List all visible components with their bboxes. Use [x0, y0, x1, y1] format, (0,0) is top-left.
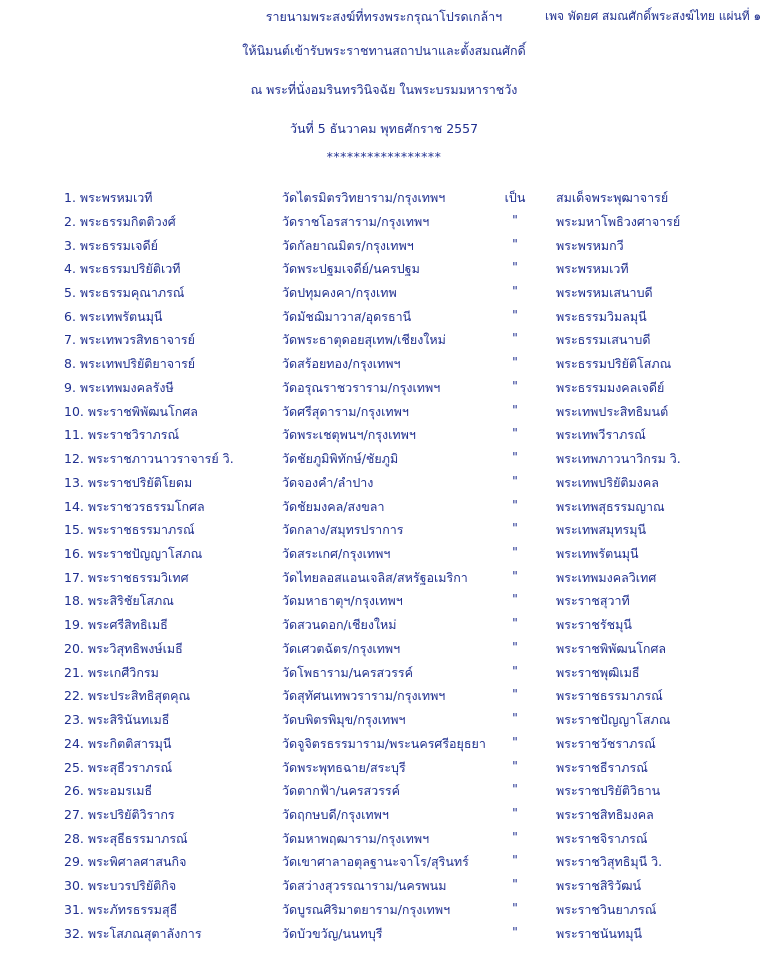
monk-name: 24. พระกิตติสารมุนี — [64, 735, 172, 751]
date-line: วันที่ 5 ธันวาคม พุทธศักราช 2557 — [289, 121, 479, 136]
new-title: พระราชธรรมาภรณ์ — [556, 688, 663, 704]
conversion-mark: " — [512, 923, 518, 939]
monk-name: 26. พระอมรเมธี — [64, 783, 153, 799]
conversion-mark: " — [512, 449, 518, 464]
list-item — [0, 544, 768, 566]
conversion-mark: " — [512, 425, 518, 441]
temple-name: วัดพระพุทธฉาย/สระบุรี — [282, 759, 406, 775]
monk-name: 5. พระธรรมคุณาภรณ์ — [64, 284, 185, 300]
monk-name: 27. พระปริยัติวิรากร — [64, 807, 175, 822]
new-title: พระราชพิพัฒนโกศล — [556, 640, 667, 656]
list-item — [0, 686, 768, 708]
list-item — [0, 734, 768, 756]
temple-name: วัดพระธาตุดอยสุเทพ/เชียงใหม่ — [282, 332, 446, 348]
monk-name: 10. พระราชพิพัฒนโกศล — [64, 403, 198, 419]
new-title: พระธรรมวิมลมุนี — [556, 308, 647, 324]
page-label: เพจ พัดยศ สมณศักดิ์พระสงฆ์ไทย แผ่นที่ ๑ — [545, 9, 762, 23]
conversion-mark: เป็น — [504, 190, 526, 205]
list-item — [0, 283, 768, 305]
conversion-mark: " — [512, 401, 518, 417]
conversion-mark: " — [512, 496, 518, 512]
list-item — [0, 710, 768, 732]
monk-name: 15. พระราชธรรมาภรณ์ — [64, 522, 195, 538]
temple-name: วัดชัยภูมิพิทักษ์/ชัยภูมิ — [282, 451, 399, 466]
conversion-mark: " — [512, 710, 518, 726]
list-item — [0, 259, 768, 281]
list-item — [0, 852, 768, 874]
monk-name: 31. พระภัทรธรรมสุธี — [64, 901, 178, 917]
temple-name: วัดพระเชตุพนฯ/กรุงเทพฯ — [282, 427, 416, 443]
temple-name: วัดมหาพฤฒาราม/กรุงเทพฯ — [282, 830, 430, 846]
conversion-mark: " — [512, 472, 518, 488]
conversion-mark: " — [512, 876, 518, 892]
monk-name: 2. พระธรรมกิตติวงศ์ — [64, 213, 176, 229]
new-title: พระเทพสมุทรมุนี — [556, 522, 647, 538]
new-title: พระราชสุวาที — [556, 593, 630, 609]
conversion-mark: " — [512, 544, 518, 559]
monk-name: 7. พระเทพวรสิทธาจารย์ — [64, 332, 195, 348]
list-item — [0, 805, 768, 827]
monk-name: 29. พระพิศาลศาสนกิจ — [64, 854, 187, 870]
new-title: พระราชรัชมุนี — [556, 617, 632, 633]
new-title: พระเทพปริยัติมงคล — [556, 474, 659, 490]
temple-name: วัดบูรณศิริมาตยาราม/กรุงเทพฯ — [282, 901, 451, 917]
monk-name: 30. พระบวรปริยัติกิจ — [64, 878, 177, 894]
temple-name: วัดจองคำ/ลำปาง — [282, 474, 374, 490]
list-item — [0, 758, 768, 780]
conversion-mark: " — [512, 852, 518, 868]
temple-name: วัดสวนดอก/เชียงใหม่ — [282, 617, 397, 633]
conversion-mark: " — [512, 828, 518, 844]
new-title: พระพรหมกวี — [556, 237, 624, 253]
temple-name: วัดโพธาราม/นครสวรรค์ — [282, 664, 413, 680]
conversion-mark: " — [512, 259, 518, 275]
list-item — [0, 829, 768, 851]
list-item — [0, 425, 768, 447]
new-title: พระพรหมเสนาบดี — [556, 284, 653, 300]
new-title: พระราชวัชราภรณ์ — [556, 735, 656, 751]
conversion-mark: " — [512, 662, 518, 678]
list-item — [0, 639, 768, 661]
new-title: พระเทพสุธรรมญาณ — [556, 498, 665, 514]
monk-name: 6. พระเทพรัตนมุนี — [64, 308, 163, 324]
monk-name: 14. พระราชวรธรรมโกศล — [64, 498, 205, 514]
conversion-mark: " — [512, 686, 518, 702]
list-item — [0, 615, 768, 637]
conversion-mark: " — [512, 330, 518, 346]
list-item — [0, 212, 768, 234]
conversion-mark: " — [512, 899, 518, 915]
new-title: พระราชปัญญาโสภณ — [556, 712, 671, 728]
new-title: พระราชสิทธิมงคล — [556, 807, 654, 822]
monk-name: 19. พระศรีสิทธิเมธี — [64, 617, 168, 633]
new-title: พระราชปริยัติวิธาน — [556, 783, 661, 799]
new-title: พระราชสิริวัฒน์ — [556, 878, 642, 894]
title-line-1: รายนามพระสงฆ์ที่ทรงพระกรุณาโปรดเกล้าฯ — [265, 9, 503, 24]
new-title: พระราชพุฒิเมธี — [556, 664, 640, 680]
new-title: พระพรหมเวที — [556, 261, 629, 277]
new-title: พระราชนันทมุนี — [556, 925, 642, 941]
conversion-mark: " — [512, 520, 518, 536]
new-title: พระเทพมงคลวิเทศ — [556, 569, 657, 585]
conversion-mark: " — [512, 235, 518, 251]
temple-name: วัดมัชฌิมาวาส/อุดรธานี — [282, 308, 412, 324]
temple-name: วัดสร้อยทอง/กรุงเทพฯ — [282, 356, 401, 372]
new-title: พระเทพวีราภรณ์ — [556, 427, 646, 443]
monk-name: 23. พระสิรินันทเมธี — [64, 712, 170, 728]
monk-name: 28. พระสุธีธรรมาภรณ์ — [64, 830, 188, 846]
new-title: สมเด็จพระพุฒาจารย์ — [556, 190, 669, 205]
monk-name: 4. พระธรรมปริยัติเวที — [64, 261, 181, 277]
new-title: พระราชจิราภรณ์ — [556, 830, 648, 846]
title-line-3: ณ พระที่นั่งอมรินทรวินิจฉัย ในพระบรมมหาราชวัง — [250, 82, 518, 97]
monk-name: 16. พระราชปัญญาโสภณ — [64, 546, 203, 561]
new-title: พระธรรมมงคลเจดีย์ — [556, 379, 665, 395]
monk-name: 17. พระราชธรรมวิเทศ — [64, 569, 189, 585]
list-item — [0, 402, 768, 424]
temple-name: วัดกัลยาณมิตร/กรุงเทพฯ — [282, 237, 414, 253]
list-item — [0, 497, 768, 519]
temple-name: วัดบพิตรพิมุข/กรุงเทพฯ — [282, 712, 406, 728]
conversion-mark: " — [512, 757, 518, 773]
temple-name: วัดเขาศาลาอตุลฐานะจาโร/สุรินทร์ — [282, 854, 469, 870]
monk-name: 1. พระพรหมเวที — [64, 190, 153, 205]
separator-line: ***************** — [326, 149, 442, 164]
monk-name: 12. พระราชภาวนาวราจารย์ วิ. — [64, 451, 234, 466]
conversion-mark: " — [512, 211, 518, 227]
monk-name: 9. พระเทพมงคลรังษี — [64, 379, 174, 395]
new-title: พระเทพประสิทธิมนต์ — [556, 403, 669, 419]
conversion-mark: " — [512, 282, 518, 298]
temple-name: วัดพระปฐมเจดีย์/นครปฐม — [282, 261, 420, 277]
conversion-mark: " — [512, 377, 518, 393]
monk-name: 8. พระเทพปริยัติยาจารย์ — [64, 356, 196, 372]
list-item — [0, 188, 768, 210]
list-item — [0, 520, 768, 542]
temple-name: วัดบัวขวัญ/นนทบุรี — [282, 925, 383, 941]
list-item — [0, 473, 768, 495]
monk-name: 18. พระสิริชัยโสภณ — [64, 593, 174, 609]
temple-name: วัดกลาง/สมุทรปราการ — [282, 522, 404, 538]
temple-name: วัดสระเกศ/กรุงเทพฯ — [282, 546, 391, 561]
title-line-2: ให้นิมนต์เข้ารับพระราชทานสถาปนาและตั้งสมณศักดิ์ — [242, 43, 526, 58]
temple-name: วัดจูจิตรธรรมาราม/พระนครศรีอยุธยา — [282, 735, 486, 751]
conversion-mark: " — [512, 615, 518, 631]
monk-name: 3. พระธรรมเจดีย์ — [64, 237, 158, 253]
conversion-mark: " — [512, 354, 518, 370]
new-title: พระมหาโพธิวงศาจารย์ — [556, 213, 681, 229]
conversion-mark: " — [512, 306, 518, 322]
list-item — [0, 900, 768, 922]
list-item — [0, 449, 768, 471]
list-item — [0, 876, 768, 898]
temple-name: วัดสว่างสุวรรณาราม/นครพนม — [282, 878, 447, 894]
temple-name: วัดฤกษบดี/กรุงเทพฯ — [282, 807, 389, 822]
list-item — [0, 236, 768, 258]
monk-name: 11. พระราชวิราภรณ์ — [64, 427, 180, 443]
conversion-mark: " — [512, 805, 518, 820]
conversion-mark: " — [512, 567, 518, 583]
new-title: พระราชวินยาภรณ์ — [556, 901, 657, 917]
list-item — [0, 354, 768, 376]
list-item — [0, 378, 768, 400]
conversion-mark: " — [512, 638, 518, 654]
monk-name: 22. พระประสิทธิสุตคุณ — [64, 688, 191, 704]
monk-name: 20. พระวิสุทธิพงษ์เมธี — [64, 640, 183, 656]
conversion-mark: " — [512, 781, 518, 797]
temple-name: วัดสุทัศนเทพวราราม/กรุงเทพฯ — [282, 688, 446, 704]
list-item — [0, 568, 768, 590]
list-item — [0, 663, 768, 685]
list-item — [0, 924, 768, 946]
temple-name: วัดชัยมงคล/สงขลา — [282, 498, 385, 514]
list-item — [0, 330, 768, 352]
new-title: พระราชวิสุทธิมุนี วิ. — [556, 854, 663, 870]
conversion-mark: " — [512, 733, 518, 749]
monk-name: 25. พระสุธีวราภรณ์ — [64, 759, 173, 775]
new-title: พระเทพภาวนาวิกรม วิ. — [556, 451, 681, 466]
temple-name: วัดเศวตฉัตร/กรุงเทพฯ — [282, 640, 401, 656]
new-title: พระราชธีราภรณ์ — [556, 759, 648, 775]
monk-name: 21. พระเกศีวิกรม — [64, 664, 159, 680]
temple-name: วัดมหาธาตุฯ/กรุงเทพฯ — [282, 593, 403, 609]
new-title: พระเทพรัตนมุนี — [556, 546, 639, 561]
temple-name: วัดไทยลอสแอนเจลิส/สหรัฐอเมริกา — [282, 569, 468, 585]
temple-name: วัดราชโอรสาราม/กรุงเทพฯ — [282, 213, 430, 229]
temple-name: วัดปทุมคงคา/กรุงเทพ — [282, 284, 397, 300]
monk-name: 32. พระโสภณสุตาลังการ — [64, 925, 202, 941]
temple-name: วัดศรีสุดาราม/กรุงเทพฯ — [282, 403, 409, 419]
monk-name: 13. พระราชปริยัติโยดม — [64, 474, 193, 490]
list-item — [0, 781, 768, 803]
temple-name: วัดอรุณราชวราราม/กรุงเทพฯ — [282, 379, 441, 395]
new-title: พระธรรมปริยัติโสภณ — [556, 356, 672, 372]
conversion-mark: " — [512, 591, 518, 607]
temple-name: วัดไตรมิตรวิทยาราม/กรุงเทพฯ — [282, 190, 446, 205]
list-item — [0, 307, 768, 329]
new-title: พระธรรมเสนาบดี — [556, 332, 651, 348]
list-item — [0, 591, 768, 613]
temple-name: วัดตากฟ้า/นครสวรรค์ — [282, 783, 400, 799]
